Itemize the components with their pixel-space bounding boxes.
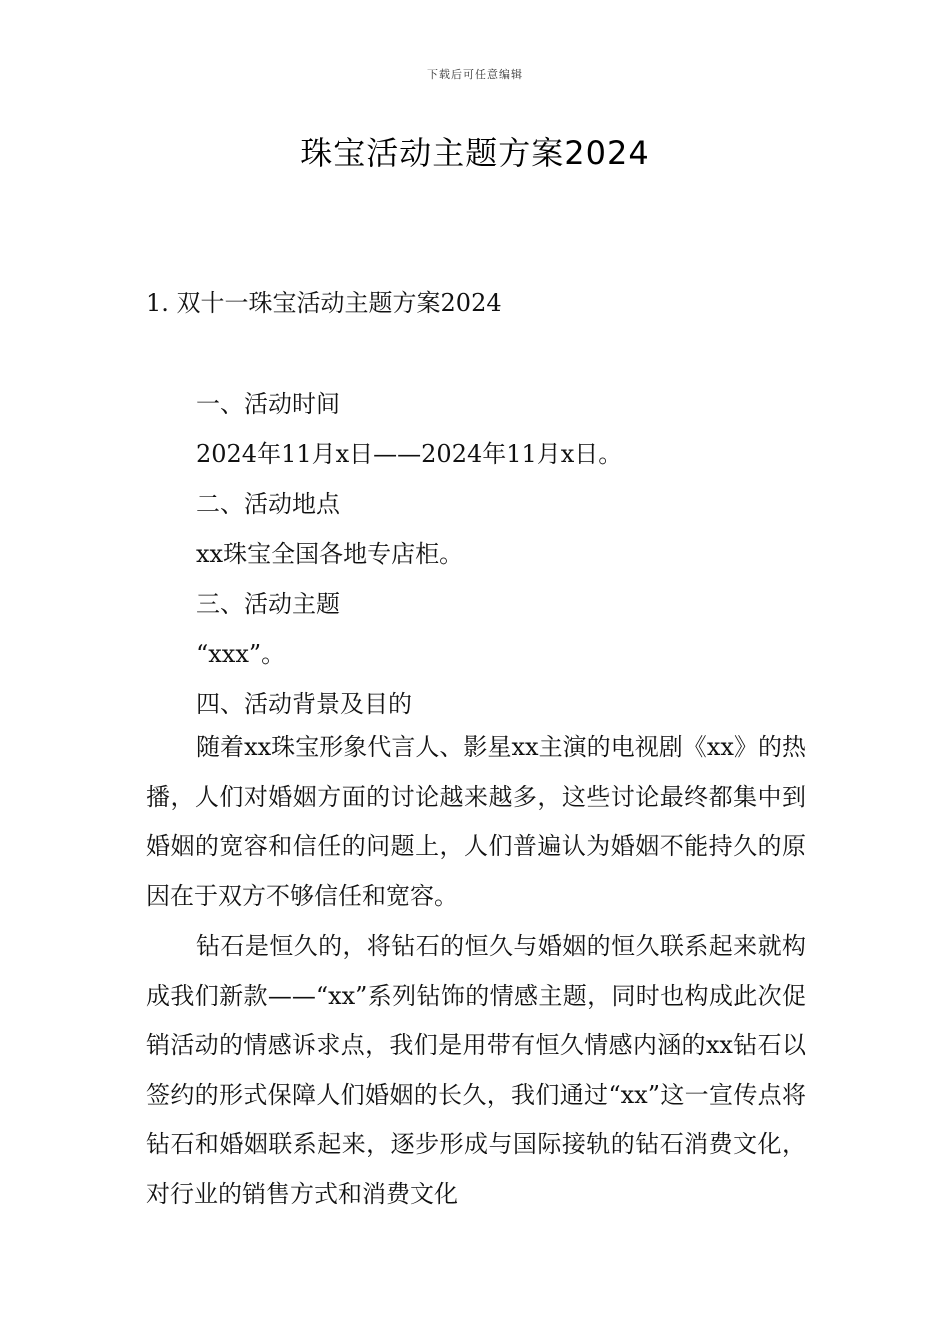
paragraph-background: 随着xx珠宝形象代言人、影星xx主演的电视剧《xx》的热播，人们对婚姻方面的讨论越来越多，这些讨论最终都集中到婚姻的宽容和信任的问题上，人们普遍认为婚姻不能持久的原因在于双方不够信任和宽容。 bbox=[146, 733, 806, 910]
paragraph-diamond: 钻石是恒久的，将钻石的恒久与婚姻的恒久联系起来就构成我们新款——“xx”系列钻饰的情感主题，同时也构成此次促销活动的情感诉求点，我们是用带有恒久情感内涵的xx钻石以签约的形式保障人们婚姻的长久，我们通过“xx”这一宣传点将钻石和婚姻联系起来，逐步形成与国际接轨的钻石消费文化，对行业的销售方式和消费文化 bbox=[146, 932, 806, 1208]
subheading-background: 四、活动背景及目的 bbox=[196, 690, 412, 718]
section-heading: 1. 双十一珠宝活动主题方案2024 bbox=[146, 289, 502, 317]
subheading-location: 二、活动地点 bbox=[196, 490, 340, 518]
text-time: 2024年11月x日——2024年11月x日。 bbox=[196, 440, 623, 468]
text-theme: “xxx”。 bbox=[196, 640, 286, 668]
document-title: 珠宝活动主题方案2024 bbox=[300, 134, 650, 172]
subheading-time: 一、活动时间 bbox=[196, 390, 340, 418]
page-header: 下载后可任意编辑 bbox=[427, 68, 523, 81]
text-location: xx珠宝全国各地专店柜。 bbox=[196, 540, 464, 568]
subheading-theme: 三、活动主题 bbox=[196, 590, 340, 618]
